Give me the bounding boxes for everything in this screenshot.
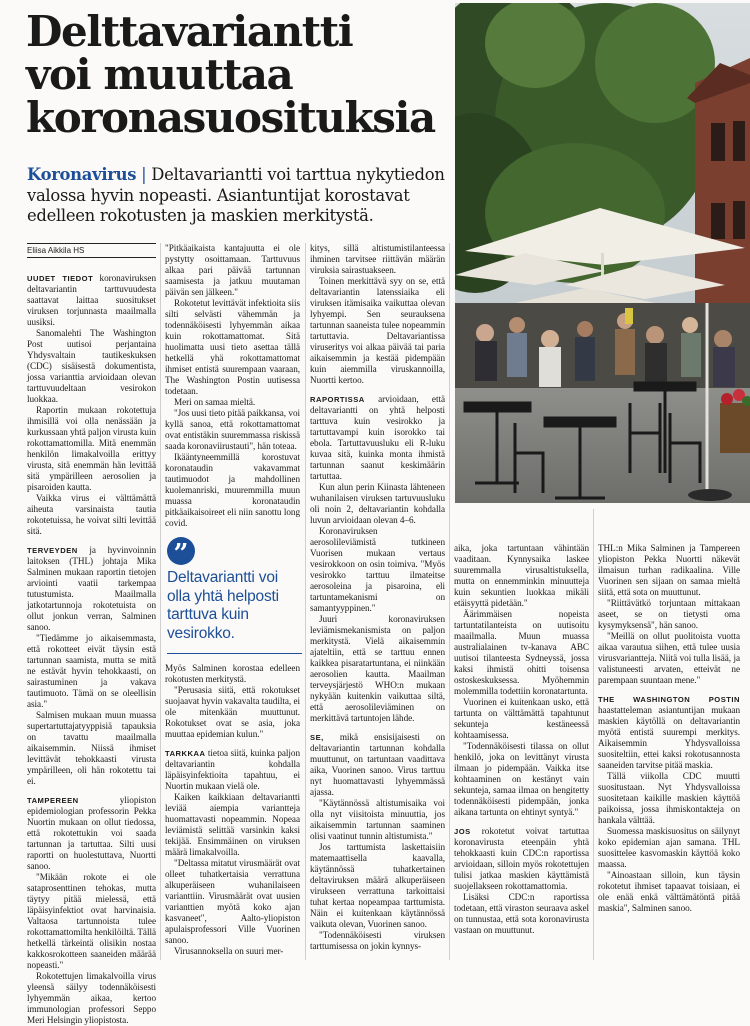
body-paragraph xyxy=(165,408,300,452)
body-paragraph xyxy=(454,697,589,741)
body-paragraph xyxy=(310,798,445,842)
lead-paragraph xyxy=(27,165,447,227)
body-text: Virusannoksella on suuri mer- xyxy=(174,946,284,956)
body-text: Kaiken kaikkiaan deltavariantti leviää aiempia variantteja huomattavasti nopeammin. Nopeaa leviämistä selittää varsinkin kaksi tekijää. Ensimmäinen on viruksen määrä limakalvoilla. xyxy=(165,792,300,857)
brick-building xyxy=(687,58,750,333)
section-lead-in: TERVEYDEN xyxy=(27,546,78,555)
body-text: kitys, sillä altistumistilanteessa ihminen tarvitsee riittävän määrän viruksia sairastuakseen. xyxy=(310,243,445,275)
body-paragraph xyxy=(27,633,156,710)
article-column-2-top xyxy=(165,243,300,529)
body-paragraph xyxy=(454,609,589,697)
body-text: Salmisen mukaan muun muassa supertartuttajatyyppisiä tapauksia on tavattu maailmalla aikaisemmin. Niissä ihmiset levittävät tehokkaasti virusta ympärilleen, oli hän rokotettu tai ei. xyxy=(27,710,156,786)
body-paragraph xyxy=(165,748,300,792)
body-paragraph xyxy=(310,394,445,482)
body-paragraph xyxy=(598,870,740,914)
body-text: ja hyvinvoinnin laitoksen (THL) johtaja Mika Salminen mukaan raportin tietojen arviointi vaatii tarkempaa tutustumista. Maailmalla jatkotartunnoja rokotetuista on ollut jonkun verran, Salminen sanoo. xyxy=(27,545,156,632)
body-paragraph xyxy=(165,243,300,298)
body-paragraph xyxy=(27,405,156,493)
column-divider-2 xyxy=(305,243,306,960)
section-lead-in: TARKKAA xyxy=(165,749,206,758)
article-column-5 xyxy=(598,543,740,914)
headline xyxy=(26,7,446,142)
body-text: Rokotettujen limakalvoilla virus yleensä säilyy todennäköisesti lyhyemmän aikaa, kertoo immunologian professori Seppo Meri Helsingin yliopistosta. xyxy=(27,971,156,1025)
body-paragraph xyxy=(27,328,156,405)
lead-separator: | xyxy=(141,165,147,184)
body-text: "Perusasia siitä, että rokotukset suojaavat hyvin vakavalta taudilta, ei ole mitenkään muuttunut. Rokotukset ovat se asia, joka muuttaa epidemian kulun." xyxy=(165,685,300,739)
body-text: rokotetut voivat tartuttaa koronavirusta eteenpäin yhtä tehokkaasti kuin CDC:n raportissa arvioidaan, silloin myös rokotettujen tulisi jatkaa maskien käyttämistä suojellakseen rokottamattomia. xyxy=(454,826,589,891)
body-paragraph xyxy=(165,663,300,685)
section-lead-in: RAPORTISSA xyxy=(310,395,365,404)
body-text: Toinen merkittävä syy on se, että deltavariantin latenssiaika eli viruksen itämisaika vaikuttaa olevan lyhyempi. Sen seurauksena tartunnan saaneista tulee nopeammin tartuttavia. Deltavariantissa viruseritys voi alkaa päivää tai paria aikaisemmin ja kestää pidempään kuin aiemmilla viruskannoilla, Nuortti kertoo. xyxy=(310,276,445,385)
pull-quote: Deltavariantti voi olla yhtä helposti tarttuva kuin vesirokko. xyxy=(167,569,279,642)
byline-rule-top xyxy=(27,243,156,244)
body-text: Suomessa maskisuositus on säilynyt koko epidemian ajan samana. THL suosittelee kasvomaskin käyttöä koko maassa. xyxy=(598,826,740,869)
body-paragraph xyxy=(310,482,445,526)
body-paragraph xyxy=(310,526,445,614)
headline-line-1: Delttavariantti xyxy=(26,7,353,56)
body-text: Rokotetut levittävät infektioita siis silti selvästi vähemmän ja todennäköisesti lyhyemmän aikaa kuin rokottamattomat. Sitä huolimatta uusi tieto asettaa tällä hetkellä yhä rokottamattomat ihmiset entistä suurempaan vaaraan, The Washington Postin uutisessa todetaan. xyxy=(165,298,300,396)
article-column-1 xyxy=(27,273,156,1026)
section-lead-in: TAMPEREEN xyxy=(27,796,79,805)
column-divider-4 xyxy=(593,509,594,960)
article-column-4 xyxy=(454,543,589,936)
body-text: "Jos uusi tieto pitää paikkansa, voi kyllä sanoa, että rokottamattomat ovat entistäkin suuremmassa riskissä saada koronaviirustauti", hän toteaa. xyxy=(165,408,300,451)
section-lead-in: SE, xyxy=(310,733,324,742)
body-paragraph xyxy=(27,273,156,328)
body-paragraph xyxy=(310,243,445,276)
body-text: "Meillä on ollut puolitoista vuotta aikaa varautua siihen, että tulee uusia virusvariantteja. Niitä voi tulla lisää, ja valistuneesti arvaten, etteivät ne parempaan suuntaan mene." xyxy=(598,631,740,685)
section-lead-in: UUDET TIEDOT xyxy=(27,274,94,283)
body-text: THL:n Mika Salminen ja Tampereen yliopiston Pekka Nuortti näkevät ilmaisun turhan radikaalina. Ville Vuorinen sen sijaan on samaa mieltä siitä, että sota on muuttunut. xyxy=(598,543,740,597)
body-text: "Ainoastaan silloin, kun täysin rokotetut ihmiset tapaavat toisiaan, ei ole enää enkä välttämätöntä pitää maskia", Salminen sanoo. xyxy=(598,870,740,913)
body-text: Sanomalehti The Washington Post uutisoi perjantaina Yhdysvaltain tautikeskuksen (CDC) sisäisestä dokumentista, jossa varianttia arvioidaan olevan tarttuvuudeltaan vesirokon luokkaa. xyxy=(27,328,156,404)
quote-mark-icon: ” xyxy=(167,537,195,565)
column-divider-1 xyxy=(160,243,161,960)
body-paragraph xyxy=(454,741,589,818)
headline-line-2: voi muuttaa xyxy=(26,50,293,99)
body-text: Koronaviruksen aerosolileviämistä tutkineen Vuorisen mukaan vertaus vesirokkoon on osin toimiva. "Myös vesirokko tarttuu ilmateitse aerosoleina ja pisaroina, eli tartuntamekanismi on samantyyppinen." xyxy=(310,526,445,613)
headline-line-3: koronasuosituksia xyxy=(26,93,435,142)
body-text: Myös Salminen korostaa edelleen rokotusten merkitystä. xyxy=(165,663,300,684)
body-text: Meri on samaa mieltä. xyxy=(174,397,256,407)
article-photo xyxy=(455,3,750,503)
body-paragraph xyxy=(27,710,156,787)
body-paragraph xyxy=(598,543,740,598)
body-text: "Deltassa mitatut virusmäärät ovat olleet tuhatkertaisia verrattuna alkuperäiseen wuhanilaiseen varianttiin. Virusmäärät ovat uusien varianttien myötä koko ajan kasvaneet", Aalto-yliopiston apulaisprofessori Ville Vuorinen sanoo. xyxy=(165,858,300,945)
body-paragraph xyxy=(27,493,156,537)
column-divider-3 xyxy=(449,243,450,960)
body-text: "Mikään rokote ei ole sataprosenttinen tehokas, mutta täytyy pitää mielessä, että läpäisyinfektiot ovat harvinaisia. Valtaosa tartunnoista tulee rokottamattomilta henkilöiltä. Tällä hetkellä tärkeintä olisikin nostaa kakkosrokotteen saaneiden määrää nopeasti." xyxy=(27,872,156,970)
body-text: mikä ensisijaisesti on deltavariantin tartunnan kohdalla muuttunut, on tartuntaan vaadittava aika, Vuorinen sanoo. Virus tarttuu nyt huomattavasti lyhyemmässä ajassa. xyxy=(310,732,445,797)
body-paragraph xyxy=(165,685,300,740)
body-text: Vuorinen ei kuitenkaan usko, että tartunta on välttämättä tapahtunut sekunteja kestäneessä kohtaamisessa. xyxy=(454,697,589,740)
body-text: "Riittävätkö torjuntaan mittakaan aseet, se on tietysti oma kysymyksensä", hän sanoo. xyxy=(598,598,740,630)
body-text: "Käytännössä altistumisaika voi olla nyt viisitoista minuuttia, jos aikaisemmin tartunnan saaminen olisi vaatinut tunnin altistumista." xyxy=(310,798,445,841)
body-text: Lisäksi CDC:n raportissa todetaan, että viraston seuraava askel on tunnustaa, että sota koronavirusta vastaan on muuttunut. xyxy=(454,892,589,935)
article-column-3 xyxy=(310,243,445,952)
body-paragraph xyxy=(27,545,156,633)
body-paragraph xyxy=(454,543,589,609)
body-paragraph xyxy=(165,946,300,957)
lead-text: Deltavariantti voi tarttua nykytiedon valossa hyvin nopeasti. Asiantuntijat korostavat edelleen rokotusten ja maskien merkitystä. xyxy=(27,165,445,225)
byline-rule-bottom xyxy=(27,257,156,258)
body-text: aika, joka tartuntaan vähintään vaaditaan. Kynnysaika laskee suuremmalla virusaltistuksella, mutta on ennemminkin minuutteja kuin sekuntien luokkaa mikäli etäisyyttä pidetään." xyxy=(454,543,589,608)
body-text: "Pitkäaikaista kantajuutta ei ole pystytty osoittamaan. Tarttuvuus alkaa pari päivää tartunnan saamisesta ja jatkuu muutaman päivän sen jälkeen." xyxy=(165,243,300,297)
section-lead-in: JOS xyxy=(454,827,471,836)
body-paragraph xyxy=(165,858,300,946)
body-paragraph xyxy=(310,614,445,724)
body-text: haastatteleman asiantuntijan mukaan maskien käytöllä on deltavariantin myötä entistä suurempi merkitys. Aikaisemmin Yhdysvalloissa suositeltiin, ettei kaksi rokotusannosta saaneiden tarvitse pitää maskia. xyxy=(598,705,740,770)
body-paragraph xyxy=(310,276,445,386)
body-text: Äärimmäisen nopeista tartuntatilanteista on uutisoitu maailmalla. Muun muassa australialainen tv-kanava ABC uutisoi tilanteesta Sydneyssä, jossa kaksi ihmistä ohitti toisensa ostoskeskuksessa. Myöhemmin molemmilla todettiin koronatartunta. xyxy=(454,609,589,696)
body-paragraph xyxy=(27,872,156,971)
body-text: "Todennäköisesti viruksen tarttumisessa on jokin kynnys- xyxy=(310,930,445,951)
body-text: tietoa siitä, kuinka paljon deltavariantin kohdalla läpäisyinfektioita tapahtuu, ei Nuortin mukaan vielä ole. xyxy=(165,748,300,791)
body-paragraph xyxy=(598,771,740,826)
body-text: "Todennäköisesti tilassa on ollut henkilö, joka on levittänyt virusta ilmaan jo pidempään. Vaikka itse kohtaaminen on kestänyt vain sekunteja, samaa ilmaa on hengitetty todennäköisesti pidempään, jonka aikana tartunta on ehtinyt syntyä." xyxy=(454,741,589,817)
body-paragraph xyxy=(310,732,445,798)
byline: Eliisa Aikkila HS xyxy=(27,246,85,255)
body-text: Ikääntyneemmillä korostuvat koronataudin vakavammat tautimuodot ja mahdollinen kuolemanriski, muuremmilla muun muassa koronataudin pitkäaikaisoireet eli niin sanottu long covid. xyxy=(165,452,300,528)
body-text: arvioidaan, että deltavariantti on yhtä helposti tarttuva kuin vesirokko ja tartuttavampi kuin isorokko tai ebola. Tartuttavuusluku eli R-luku kuvaa sitä, kuinka monta ihmistä tartunnan saanut keskimäärin tartuttaa. xyxy=(310,394,445,481)
body-text: Juuri koronaviruksen leviämismekanismista on paljon merkitystä. Vielä aikaisemmin ajateltiin, että se tarttuu ennen kaikkea pisaratartuntana, ei niinkään aerosolien kautta. Maailman terveysjärjestö WHO:n mukaan nykyään kuitenkin vaikuttaa siltä, että aerosolileviäminen on merkittävä tartuntojen lähde. xyxy=(310,614,445,723)
flower-planter xyxy=(720,389,750,453)
terrace-photo-illustration xyxy=(455,3,750,503)
article-column-2-bottom xyxy=(165,663,300,957)
lead-kicker: Koronavirus xyxy=(27,165,137,184)
body-paragraph xyxy=(165,792,300,858)
body-paragraph xyxy=(598,631,740,686)
body-paragraph xyxy=(454,892,589,936)
body-paragraph xyxy=(598,598,740,631)
body-paragraph xyxy=(165,298,300,397)
body-text: Raportin mukaan rokotettuja ihmisillä voi olla nenässään ja kurkussaan yhtä paljon virusta kuin rokottamattomilla. Mitä enemmän henkilön limakalvoilla erittyy virusta, sitä enemmän hän levittää sitä ympärilleen aerosolien ja pisaroiden kautta. xyxy=(27,405,156,492)
body-paragraph xyxy=(27,971,156,1026)
body-text: "Tiedämme jo aikaisemmasta, että rokotteet eivät täysin estä tartunnan saamista, mutta se mitä ne estävät hyvin tehokkaasti, on sairastuminen ja vakava tautimuoto. Tämä on se oleellisin asia." xyxy=(27,633,156,709)
section-lead-in: THE WASHINGTON POSTIN xyxy=(598,695,740,704)
pull-quote-rule xyxy=(167,653,302,654)
body-text: koronaviruksen deltavariantin tarttuvuudesta saattavat laittaa suositukset viruksen torjunnasta maailmalla uusiksi. xyxy=(27,273,156,327)
body-text: Kun alun perin Kiinasta lähteneen wuhanilaisen viruksen tartuvuusluku oli noin 2, deltavariantin kohdalla luvun arvioidaan olevan 4–6. xyxy=(310,482,445,525)
body-text: Jos tarttumista laskettaisiin matemaattisella kaavalla, käytännössä tuhatkertainen deltaviruksen määrä alkuperäiseen virukseen verrattuna tarkoittaisi tuhat kertaa nopeampaa tarttumista. Näin ei kuitenkaan käytännössä vaikuta olevan, Vuorinen sanoo. xyxy=(310,842,445,929)
body-text: yliopiston epidemiologian professorin Pekka Nuortin mukaan on ollut tiedossa, että rokotettukin voi saada tartunnan ja tartuttaa. Silti uusi raportti on huolestuttava, Nuortti sanoo. xyxy=(27,795,156,871)
body-paragraph xyxy=(165,397,300,408)
body-paragraph xyxy=(454,826,589,892)
body-paragraph xyxy=(165,452,300,529)
body-paragraph xyxy=(27,795,156,872)
body-text: Tällä viikolla CDC muutti suositustaan. Nyt Yhdysvalloissa suositetaan kaikille maskien käyttöä paikoissa, jossa ihmiskontakteja on hankala välttää. xyxy=(598,771,740,825)
body-text: Vaikka virus ei välttämättä aiheuta varsinaista tautia rokotetuissa, he voivat silti levittää sitä. xyxy=(27,493,156,536)
body-paragraph xyxy=(598,694,740,771)
body-paragraph xyxy=(310,842,445,930)
body-paragraph xyxy=(310,930,445,952)
body-paragraph xyxy=(598,826,740,870)
